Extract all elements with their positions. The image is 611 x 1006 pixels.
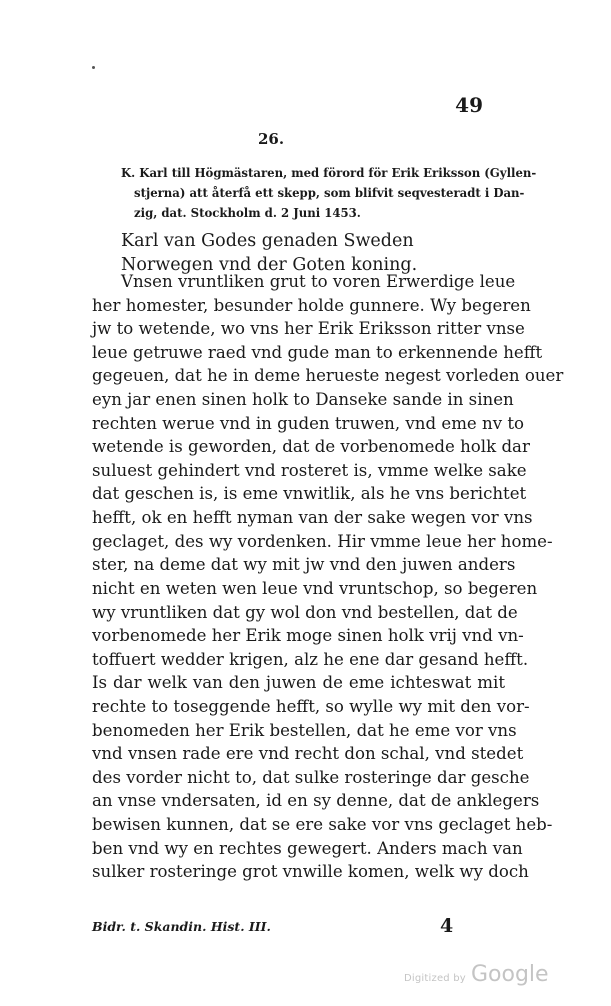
body-line: bewisen kunnen, dat se ere sake vor vns geclaget heb- [92, 815, 553, 835]
body-line: ben vnd wy en rechtes gewegert. Anders mach van [92, 838, 523, 858]
page-number: 49 [455, 93, 483, 117]
body-line: hefft, ok en hefft nyman van der sake wegen vor vns [92, 508, 533, 528]
watermark-prefix: Digitized by [404, 973, 466, 984]
body-line: rechten werue vnd in guden truwen, vnd eme nv to [92, 413, 525, 433]
source-footnote: Bidr. t. Skandin. Hist. III. [92, 919, 271, 934]
speck-mark [92, 66, 95, 69]
body-line: rechte to toseggende hefft, so wylle wy mit den vor- [92, 696, 530, 716]
body-line: Is dar welk van den juwen de eme ichteswat mit [92, 673, 505, 693]
letter-body [92, 270, 564, 884]
body-line: suluest gehindert vnd rosteret is, vmme welke sake [92, 460, 527, 480]
body-line: sulker rosteringe grot vnwille komen, welk wy doch [92, 862, 529, 882]
body-line: dat geschen is, is eme vnwitlik, als he vns berichtet [92, 484, 527, 504]
body-line: nicht en weten wen leue vnd vruntschop, so begeren [92, 578, 538, 598]
body-line: vorbenomede her Erik moge sinen holk vrij vnd vn- [92, 626, 524, 646]
salutation-line: Karl van Godes genaden Sweden [121, 231, 414, 251]
signature-mark: 4 [440, 915, 454, 937]
body-line: toffuert wedder krigen, alz he ene dar gesand hefft. [92, 649, 529, 669]
document-number: 26. [258, 130, 285, 148]
salutation-line: Norwegen vnd der Goten koning. [121, 255, 418, 275]
document-heading [121, 163, 537, 223]
heading-line: stjerna) att återfå ett skepp, som blifvit seqvesteradt i Dan- [134, 186, 525, 200]
heading-line: K. Karl till Högmästaren, med förord för Erik Eriksson (Gyllen- [121, 166, 537, 180]
body-line: jw to wetende, wo vns her Erik Eriksson ritter vnse [92, 319, 525, 339]
google-watermark [404, 962, 549, 987]
body-line: ster, na deme dat wy mit jw vnd den juwen anders [92, 555, 516, 575]
body-line: leue getruwe raed vnd gude man to erkennende hefft [92, 342, 543, 362]
body-line: benomeden her Erik bestellen, dat he eme vor vns [92, 720, 517, 740]
body-line: geclaget, des wy vordenken. Hir vmme leue her home- [92, 531, 553, 551]
body-line: vnd vnsen rade ere vnd recht don schal, vnd stedet [92, 744, 524, 764]
watermark-brand: Google [471, 962, 549, 987]
body-line: eyn jar enen sinen holk to Danseke sande in sinen [92, 390, 514, 410]
body-line: des vorder nicht to, dat sulke rosteringe dar gesche [92, 767, 530, 787]
body-line: gegeuen, dat he in deme herueste negest vorleden ouer [92, 366, 564, 386]
body-line: her homester, besunder holde gunnere. Wy begeren [92, 295, 531, 315]
body-line: wetende is geworden, dat de vorbenomede holk dar [92, 437, 530, 457]
body-line: Vnsen vruntliken grut to voren Erwerdige leue [121, 272, 516, 291]
body-line: wy vruntliken dat gy wol don vnd bestellen, dat de [92, 602, 518, 622]
body-line: an vnse vndersaten, id en sy denne, dat de anklegers [92, 791, 540, 811]
heading-line: zig, dat. Stockholm d. 2 Juni 1453. [134, 206, 361, 220]
